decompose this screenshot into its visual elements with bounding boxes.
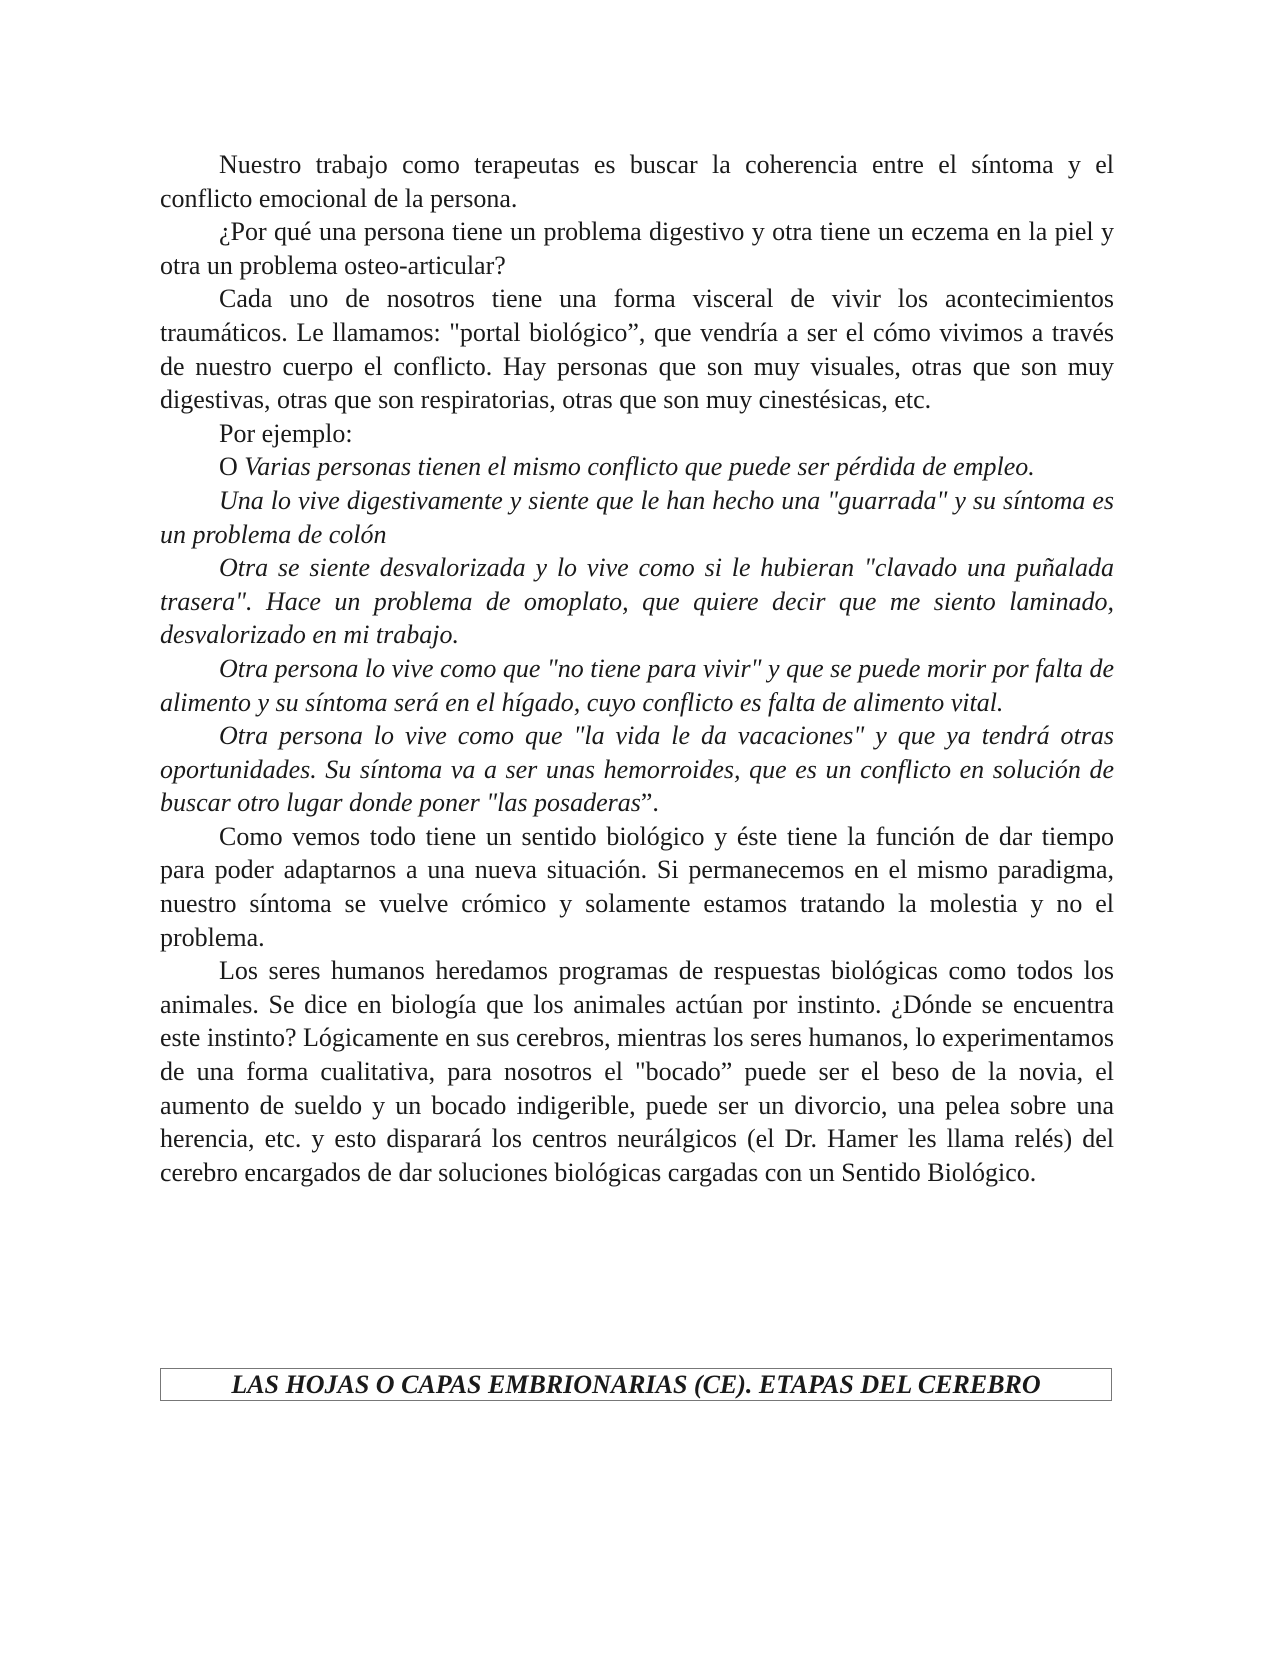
paragraph-example-hemorroides (160, 719, 1114, 820)
paragraph-portal-biologico: Cada uno de nosotros tiene una forma visceral de vivir los acontecimientos traumáticos. Le llamamos: "portal biológico”, que vendría a ser el cómo vivimos a través de nuestro cuerpo el conflicto. Hay personas que son muy visuales, otras que son muy digestivas, otras que son respiratorias, otras que son muy cinestésicas, etc. (160, 284, 1114, 415)
section-heading: LAS HOJAS O CAPAS EMBRIONARIAS (CE). ETAPAS DEL CEREBRO (160, 1368, 1112, 1401)
paragraph-pregunta: ¿Por qué una persona tiene un problema digestivo y otra tiene un eczema en la piel y otra un problema osteo-articular? (160, 217, 1114, 280)
paragraph-example-higado: Otra persona lo vive como que "no tiene para vivir" y que se puede morir por falta de alimento y su síntoma será en el hígado, cuyo conflicto es falta de alimento vital. (160, 653, 1114, 717)
example-hemorroides-text: Otra persona lo vive como que "la vida le da vacaciones" y que ya tendrá otras oportunidades. Su síntoma va a ser unas hemorroides, que es un conflicto en solución de buscar otro lugar donde poner "las posaderas (160, 721, 1114, 818)
paragraph-example-intro (160, 450, 1114, 484)
paragraph-por-ejemplo: Por ejemplo: (219, 418, 353, 448)
paragraph-seres-humanos: Los seres humanos heredamos programas de respuestas biológicas como todos los animales. Se dice en biología que los animales actúan por instinto. ¿Dónde se encuentra este instinto? Lógicamente en sus cerebros, mientras los seres humanos, lo experimentamos de una forma cualitativa, para nosotros el "bocado” puede ser el beso de la novia, el aumento de sueldo y un bocado indigerible, puede ser un divorcio, una pelea sobre una herencia, etc. y esto disparará los centros neurálgicos (el Dr. Hamer les llama relés) del cerebro encargados de dar soluciones biológicas cargadas con un Sentido Biológico. (160, 956, 1114, 1187)
paragraph-sentido-biologico: Como vemos todo tiene un sentido biológico y éste tiene la función de dar tiempo para poder adaptarnos a una nueva situación. Si permanecemos en el mismo paradigma, nuestro síntoma se vuelve crómico y solamente estamos tratando la molestia y no el problema. (160, 821, 1114, 952)
closing-quote: ”. (640, 788, 659, 818)
paragraph-coherencia: Nuestro trabajo como terapeutas es buscar la coherencia entre el síntoma y el conflicto emocional de la persona. (160, 150, 1114, 213)
paragraph-example-colon: Una lo vive digestivamente y siente que le han hecho una "guarrada" y su síntoma es un problema de colón (160, 485, 1114, 549)
paragraph-example-omoplato: Otra se siente desvalorizada y lo vive como si le hubieran "clavado una puñalada trasera". Hace un problema de omoplato, que quiere decir que me siento laminado, desvalorizado en mi trabajo. (160, 553, 1114, 650)
example-marker: O (219, 452, 238, 482)
document-body (160, 148, 1114, 1189)
example-text: Varias personas tienen el mismo conflicto que puede ser pérdida de empleo. (244, 452, 1035, 482)
